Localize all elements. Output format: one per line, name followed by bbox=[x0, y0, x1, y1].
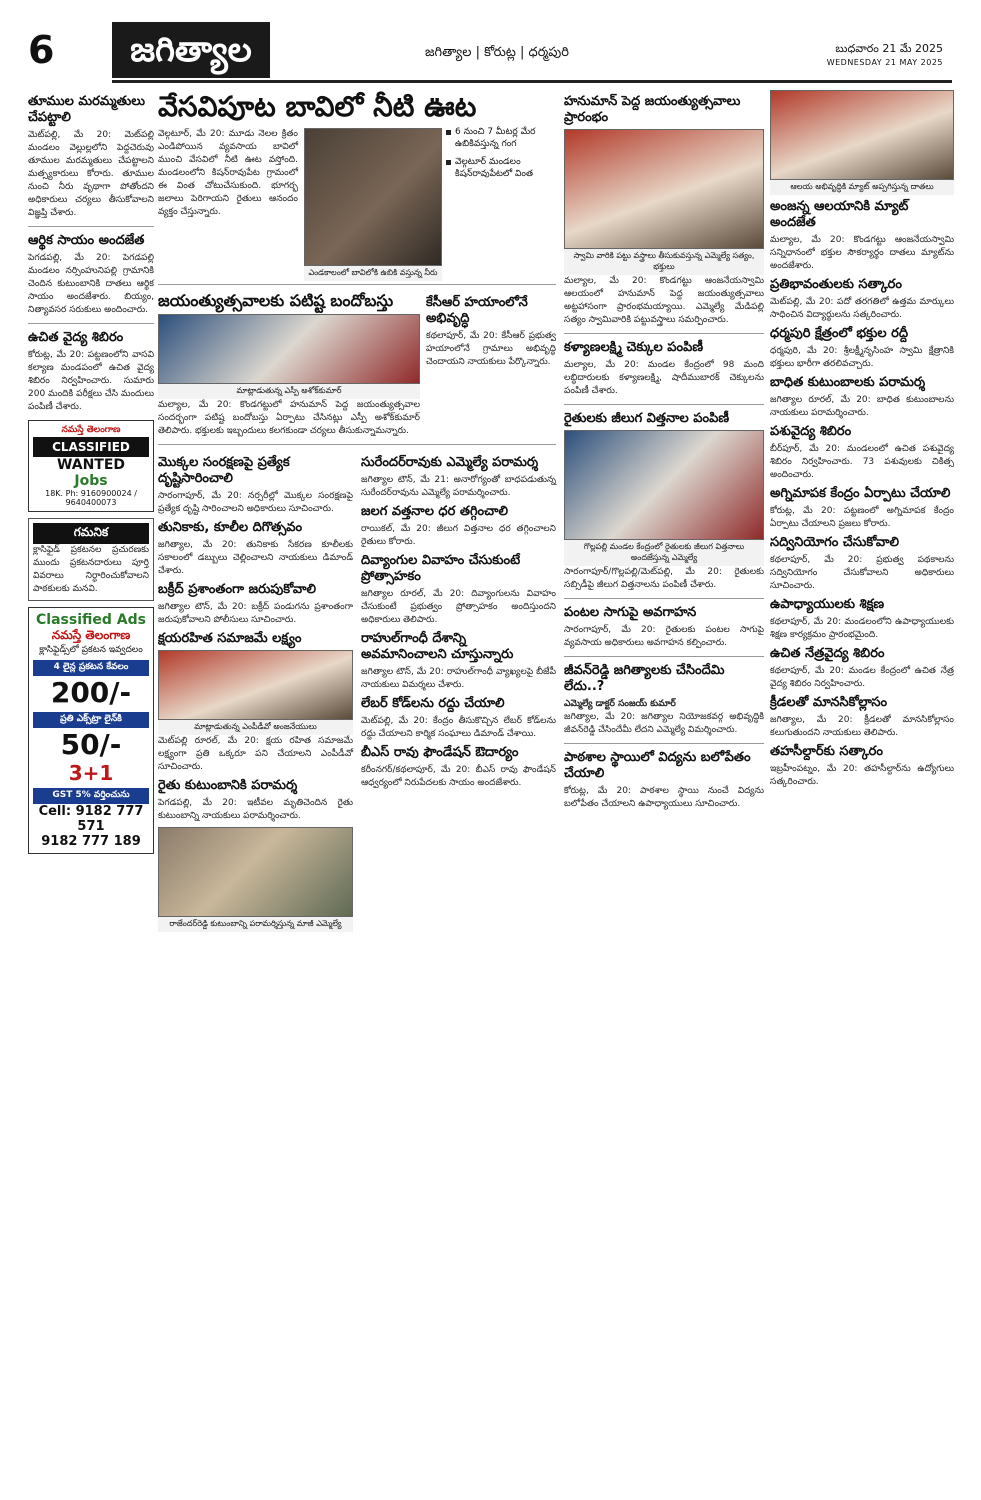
article-photo bbox=[564, 129, 764, 249]
article-title: ఉచిత వైద్య శిబిరం bbox=[28, 330, 124, 345]
article-title: ప్రతిభావంతులకు సత్కారం bbox=[770, 277, 902, 292]
right-column-1 bbox=[564, 90, 764, 811]
lead-photo bbox=[304, 128, 442, 266]
notice-box bbox=[28, 518, 154, 601]
article-body: కథలాపూర్, మే 20: మండల కేంద్రంలో ఉచిత నేత్ర వైద్య శిబిరం నిర్వహించారు. bbox=[770, 666, 954, 689]
classified-ad bbox=[28, 420, 154, 512]
lead-body: వెల్గటూర్, మే 20: మూడు నెలల క్రితం ఎండిపోయిన వ్యవసాయ బావిలో ముంచి వేసవిలో నీటి ఊట వస్తోంది. మండలంలోని కిషన్‌రావుపేట గ్రామంలో ఈ వింత చోటుచేసుకుంది. భూగర్భ జలాలు పెరిగాయని రైతులు ఆనందం వ్యక్తం చేస్తున్నారు. bbox=[158, 129, 298, 217]
article-title: జలగ వత్తనాల ధర తగ్గించాలి bbox=[361, 504, 508, 519]
article-title: రాహుల్‌గాంధీ దేశాన్ని అవమానించాలని చూస్తున్నారు bbox=[361, 631, 514, 662]
article-body: రాయికల్, మే 20: జీలుగ విత్తనాల ధర తగ్గించాలని రైతులు కోరారు. bbox=[361, 524, 556, 547]
middle-column bbox=[158, 90, 556, 932]
ad-brand: నమస్తే తెలంగాణ bbox=[61, 425, 121, 435]
divider bbox=[564, 598, 764, 599]
article-title: బక్రీద్ ప్రశాంతంగా జరుపుకోవాలి bbox=[158, 582, 316, 597]
photo-caption: ఆలయ అభివృద్ధికి మ్యాట్ అప్పగిస్తున్న దాతలు bbox=[770, 180, 954, 195]
article-body: కోరుట్ల, మే 20: పట్టణంలోని వాసవి కల్యాణ మండపంలో ఉచిత వైద్య శిబిరం నిర్వహించారు. సుమారు 200 మందికి పరీక్షలు చేసి మందులు పంపిణీ చేశారు. bbox=[28, 350, 154, 412]
divider bbox=[564, 333, 764, 334]
promo-offer-3: 3+1 bbox=[68, 761, 114, 785]
left-column bbox=[28, 90, 154, 854]
article-title: జయంత్యుత్సవాలకు పటిష్ట బందోబస్తు bbox=[158, 291, 394, 310]
lead-bullet: వెల్గటూర్ మండలం కిషన్‌రావుపేటలో వింత bbox=[446, 156, 576, 180]
notice-body: క్లాసిఫైడ్ ప్రకటనల ప్రచురణకు ముందు ప్రకటనదారులు పూర్తి వివరాలు నిర్ధారించుకోవాలని పాఠకులకు మనవి. bbox=[33, 545, 149, 594]
promo-title: Classified Ads bbox=[36, 612, 146, 628]
photo-caption: రాజేందర్‌రెడ్డి కుటుంబాన్ని పరామర్శిస్తున్న మాజీ ఎమ్మెల్యే bbox=[158, 917, 353, 932]
divider bbox=[158, 284, 556, 285]
article-body: జగిత్యాల, మే 20: క్రీడలతో మానసికోల్లాసం కలుగుతుందని నాయకులు తెలిపారు. bbox=[770, 715, 954, 738]
ad-wanted: WANTED bbox=[56, 457, 126, 473]
divider bbox=[564, 656, 764, 657]
article-subtitle: ఎమ్మెల్యే డాక్టర్ సంజయ్ కుమార్ bbox=[564, 699, 676, 709]
ad-jobs: Jobs bbox=[74, 473, 108, 489]
article-body: జగిత్యాల టౌన్, మే 20: రాహుల్‌గాంధీ వ్యాఖ్యలపై బీజేపీ నాయకులు విమర్శలు చేశారు. bbox=[361, 667, 556, 690]
article-title: పంటల సాగుపై అవగాహన bbox=[564, 605, 697, 620]
article-body: ధర్మపురి, మే 20: శ్రీలక్ష్మీనృసింహ స్వామి క్షేత్రానికి భక్తులు భారీగా తరలివచ్చారు. bbox=[770, 346, 954, 369]
article-title: రైతులకు జీలుగ విత్తనాల పంపిణీ bbox=[564, 411, 730, 426]
promo-offer-1: 4 లైన్ల ప్రకటన కేవలం bbox=[33, 660, 149, 676]
article-photo bbox=[158, 314, 420, 384]
article-body: జగిత్యాల రూరల్, మే 20: బాధిత కుటుంబాలను నాయకులు పరామర్శించారు. bbox=[770, 395, 954, 418]
promo-phone-2: 9182 777 189 bbox=[41, 834, 141, 849]
date-english: WEDNESDAY 21 MAY 2025 bbox=[826, 58, 943, 67]
article-title: అంజన్న ఆలయానికి మ్యాట్ అందజేత bbox=[770, 199, 909, 230]
article-body: పెగడపల్లి, మే 20: పెగడపల్లి మండలం నర్సింహునిపల్లి గ్రామానికి చెందిన కుటుంబానికి దాతలు ఆర్థిక సాయం అందజేశారు. బియ్యం, నిత్యావసర సరుకులు అందించారు. bbox=[28, 253, 154, 315]
classified-promo-ad bbox=[28, 607, 154, 854]
article-photo bbox=[770, 90, 954, 180]
lead-caption: ఎండకాలంలో బావిలోకి ఉబికి వస్తున్న నీరు bbox=[304, 266, 442, 281]
promo-phone-1: Cell: 9182 777 571 bbox=[38, 804, 144, 834]
article-title: ఉపాధ్యాయులకు శిక్షణ bbox=[770, 597, 885, 612]
article-title: క్రీడలతో మానసికోల్లాసం bbox=[770, 695, 888, 710]
article-title: తూముల మరమ్మతులు చేపట్టాలి bbox=[28, 94, 145, 125]
promo-price-1: 200/- bbox=[50, 676, 132, 709]
article-body: ఇబ్రహీంపట్నం, మే 20: తహసీల్దార్‌ను ఉద్యోగులు సత్కరించారు. bbox=[770, 764, 954, 787]
lead-block bbox=[158, 128, 556, 278]
article-title: పశువైద్య శిబిరం bbox=[770, 424, 852, 439]
article-photo bbox=[564, 430, 764, 540]
district-banner: జగిత్యాల bbox=[112, 22, 270, 78]
article-title: క్షయరహిత సమాజమే లక్ష్యం bbox=[158, 631, 302, 646]
lead-headline: వేసవిపూట బావిలో నీటి ఊట bbox=[158, 90, 477, 123]
promo-price-2: 50/- bbox=[60, 728, 122, 761]
article-body: మెట్‌పల్లి, మే 20: కేంద్రం తీసుకొచ్చిన లేబర్ కోడ్‌లను రద్దు చేయాలని కార్మిక సంఘాలు డిమాండ్ చేశాయి. bbox=[361, 716, 556, 739]
article-title: సద్వినియోగం చేసుకోవాలి bbox=[770, 535, 900, 550]
article-title: ధర్మపురి క్షేత్రంలో భక్తుల రద్దీ bbox=[770, 326, 909, 341]
promo-brand: నమస్తే తెలంగాణ bbox=[51, 628, 131, 642]
promo-gst: GST 5% వర్తించును bbox=[33, 788, 149, 804]
article-body: మల్యాల, మే 20: మండల కేంద్రంలో 98 మంది లబ్ధిదారులకు కళ్యాణలక్ష్మి, షాదీముబారక్ చెక్కులను పంపిణీ చేశారు. bbox=[564, 360, 764, 396]
article-title: తహసీల్దార్‌కు సత్కారం bbox=[770, 744, 883, 759]
article-title: లేబర్ కోడ్‌లను రద్దు చేయాలి bbox=[361, 696, 505, 711]
article-body: కోరుట్ల, మే 20: పట్టణంలో అగ్నిమాపక కేంద్రం ఏర్పాటు చేయాలని ప్రజలు కోరారు. bbox=[770, 506, 954, 529]
right-column-2 bbox=[770, 90, 954, 789]
article-body: జగిత్యాల టౌన్, మే 21: అనారోగ్యంతో బాధపడుతున్న సురేందర్‌రావును ఎమ్మెల్యే పరామర్శించారు. bbox=[361, 475, 556, 498]
article-body: సారంగాపూర్/గొల్లపల్లి/మెట్‌పల్లి, మే 20: రైతులకు సబ్సిడీపై జీలుగ విత్తనాలను పంపిణీ చేశారు. bbox=[564, 567, 764, 590]
article-title: ఉచిత నేత్రవైద్య శిబిరం bbox=[770, 646, 885, 661]
article-body: మల్యాల, మే 20: కొండగట్టు ఆంజనేయస్వామి ఆలయంలో హనుమాన్ పెద్ద జయంత్యుత్సవాలు అట్టహాసంగా ప్రారంభమయ్యాయి. ఎమ్మెల్యే మేడిపల్లి సత్యం స్వామివారికి పట్టువస్త్రాలు సమర్పించారు. bbox=[564, 276, 764, 325]
article-body: కథలాపూర్, మే 20: ప్రభుత్వ పథకాలను సద్వినియోగం చేసుకోవాలని అధికారులు సూచించారు. bbox=[770, 555, 954, 591]
article-body: మెట్‌పల్లి, మే 20: మెట్‌పల్లి మండలం వెల్లుల్లలోని పెద్దచెరువు తూముల మరమ్మతులు చేపట్టాలని మత్స్యకారులు కోరారు. తూముల నుంచి నీరు వృథాగా పోతోందని అధికారులు చర్యలు తీసుకోవాలని విజ్ఞప్తి చేశారు. bbox=[28, 130, 154, 218]
article-title: బాధిత కుటుంబాలకు పరామర్శ bbox=[770, 375, 926, 390]
article-body: కథలాపూర్, మే 20: మండలంలోని ఉపాధ్యాయులకు శిక్షణ కార్యక్రమం ప్రారంభమైంది. bbox=[770, 617, 954, 640]
lead-bullet: 6 నుంచి 7 మీటర్ల మేర ఉబికివస్తున్న గంగ bbox=[446, 126, 576, 150]
divider bbox=[564, 404, 764, 405]
article-body: జగిత్యాల, మే 20: తునికాకు సేకరణ కూలీలకు సకాలంలో డబ్బులు చెల్లించాలని నాయకులు డిమాండ్ చేశారు. bbox=[158, 540, 353, 576]
article-title: హనుమాన్ పెద్ద జయంత్యుత్సవాలు ప్రారంభం bbox=[564, 94, 741, 125]
article-title: రైతు కుటుంబానికి పరామర్శ bbox=[158, 778, 298, 793]
sub-towns: జగిత్యాల | కోరుట్ల | ధర్మపురి bbox=[425, 45, 569, 60]
article-title: బీఎస్ రావు ఫౌండేషన్ ఔదార్యం bbox=[361, 745, 519, 760]
article-title: కళ్యాణలక్ష్మి చెక్కుల పంపిణీ bbox=[564, 340, 704, 355]
promo-offer-2: ప్రతి ఎక్స్‌ట్రా లైన్‌కి bbox=[33, 712, 149, 728]
article-body: కోరుట్ల, మే 20: పాఠశాల స్థాయి నుంచే విద్యను బలోపేతం చేయాలని ఉపాధ్యాయులు సూచించారు. bbox=[564, 786, 764, 809]
date-telugu: బుధవారం 21 మే 2025 bbox=[835, 42, 943, 55]
article-title: దివ్యాంగుల వివాహం చేసుకుంటే ప్రోత్సాహకం bbox=[361, 553, 521, 584]
article-title: సురేందర్‌రావుకు ఎమ్మెల్యే పరామర్శ bbox=[361, 455, 539, 470]
article-title: కేసీఆర్ హయాంలోనే అభివృద్ధి bbox=[426, 295, 528, 326]
article-body: జగిత్యాల రూరల్, మే 20: దివ్యాంగులను వివాహం చేసుకుంటే ప్రభుత్వం ప్రోత్సాహకం అందిస్తుందని అధికారులు తెలిపారు. bbox=[361, 589, 556, 625]
promo-line: క్లాసిఫైడ్స్‌లో ప్రకటన ఇవ్వదలం bbox=[39, 645, 143, 655]
article-title: మొక్కల సంరక్షణపై ప్రత్యేక దృష్టిసారించాలి bbox=[158, 455, 290, 486]
article-body: మెట్‌పల్లి రూరల్, మే 20: క్షయ రహిత సమాజమే లక్ష్యంగా ప్రతి ఒక్కరూ పని చేయాలని ఎంపీడీవో సూచించారు. bbox=[158, 736, 353, 772]
article-body: మల్యాల, మే 20: కొండగట్టులో హనుమాన్ పెద్ద జయంత్యుత్సవాల సందర్భంగా పటిష్ట బందోబస్తు ఏర్పాటు చేసినట్లు ఎస్పీ అశోక్‌కుమార్ తెలిపారు. భక్తులకు ఇబ్బందులు కలగకుండా చర్యలు తీసుకున్నామన్నారు. bbox=[158, 400, 420, 436]
row-2 bbox=[158, 291, 556, 438]
page-header bbox=[0, 0, 981, 84]
article-title: అగ్నిమాపక కేంద్రం ఏర్పాటు చేయాలి bbox=[770, 486, 951, 501]
row-3 bbox=[158, 451, 556, 932]
notice-heading: గమనిక bbox=[33, 523, 149, 544]
article-body: మల్యాల, మే 20: కొండగట్టు ఆంజనేయస్వామి సన్నిధానంలో భక్తుల సౌకర్యార్థం దాతలు మ్యాట్‌ను అందజేశారు. bbox=[770, 235, 954, 271]
article-photo bbox=[158, 827, 353, 917]
page-number: 6 bbox=[28, 28, 55, 72]
article-body: జగిత్యాల టౌన్, మే 20: బక్రీద్ పండుగను ప్రశాంతంగా జరుపుకోవాలని పోలీసులు సూచించారు. bbox=[158, 602, 353, 625]
ad-contact: 18K. Ph: 9160900024 / 9640400073 bbox=[45, 489, 137, 507]
article-title: ఆర్థిక సాయం అందజేత bbox=[28, 233, 145, 248]
divider bbox=[158, 444, 556, 445]
article-body: కథలాపూర్, మే 20: కేసీఆర్ ప్రభుత్వ హయాంలోనే గ్రామాలు అభివృద్ధి చెందాయని నాయకులు పేర్కొన్నారు. bbox=[426, 331, 556, 367]
article-photo bbox=[158, 650, 353, 720]
photo-caption: గొల్లపల్లి మండల కేంద్రంలో రైతులకు జీలుగ విత్తనాలు అందజేస్తున్న ఎమ్మెల్యే bbox=[564, 540, 764, 566]
article-body: పెగడపల్లి, మే 20: ఇటీవల మృతిచెందిన రైతు కుటుంబాన్ని నాయకులు పరామర్శించారు. bbox=[158, 798, 353, 821]
article-title: తునికాకు, కూలీల దిగొత్సవం bbox=[158, 520, 303, 535]
ad-heading: CLASSIFIED bbox=[33, 437, 149, 457]
article-title: జీవన్‌రెడ్డి జగిత్యాలకు చేసిందేమి లేదు..? bbox=[564, 663, 725, 694]
article-body: బీర్‌పూర్, మే 20: మండలంలో ఉచిత పశువైద్య శిబిరం నిర్వహించారు. 73 పశువులకు చికిత్స అందించారు. bbox=[770, 444, 954, 480]
article-body: సారంగాపూర్, మే 20: రైతులకు పంటల సాగుపై వ్యవసాయ అధికారులు అవగాహన కల్పించారు. bbox=[564, 625, 764, 648]
article-body: మెట్‌పల్లి, మే 20: పదో తరగతిలో ఉత్తమ మార్కులు సాధించిన విద్యార్థులను సత్కరించారు. bbox=[770, 297, 954, 320]
article-title: పాఠశాల స్థాయిలో విద్యను బలోపేతం చేయాలి bbox=[564, 750, 751, 781]
photo-caption: మాట్లాడుతున్న ఎంపీడీవో అంజనేయులు bbox=[158, 720, 353, 735]
article-body: జగిత్యాల, మే 20: జగిత్యాల నియోజకవర్గ అభివృద్ధికి జీవన్‌రెడ్డి చేసిందేమీ లేదని ఎమ్మెల్యే విమర్శించారు. bbox=[564, 712, 764, 735]
header-rule bbox=[112, 80, 952, 83]
divider bbox=[28, 226, 154, 227]
divider bbox=[28, 323, 154, 324]
article-body: కరీంనగర్/కథలాపూర్, మే 20: బీఎస్ రావు ఫౌండేషన్ ఆధ్వర్యంలో నిరుపేదలకు సాయం అందజేశారు. bbox=[361, 765, 556, 788]
divider bbox=[564, 743, 764, 744]
article-body: సారంగాపూర్, మే 20: నర్సరీల్లో మొక్కల సంరక్షణపై ప్రత్యేక దృష్టి సారించాలని అధికారులు సూచించారు. bbox=[158, 491, 353, 514]
photo-caption: స్వామి వారికి పట్టు వస్త్రాలు తీసుకువస్తున్న ఎమ్మెల్యే సత్యం, భక్తులు bbox=[564, 249, 764, 275]
photo-caption: మాట్లాడుతున్న ఎస్పీ అశోక్‌కుమార్ bbox=[158, 384, 420, 399]
